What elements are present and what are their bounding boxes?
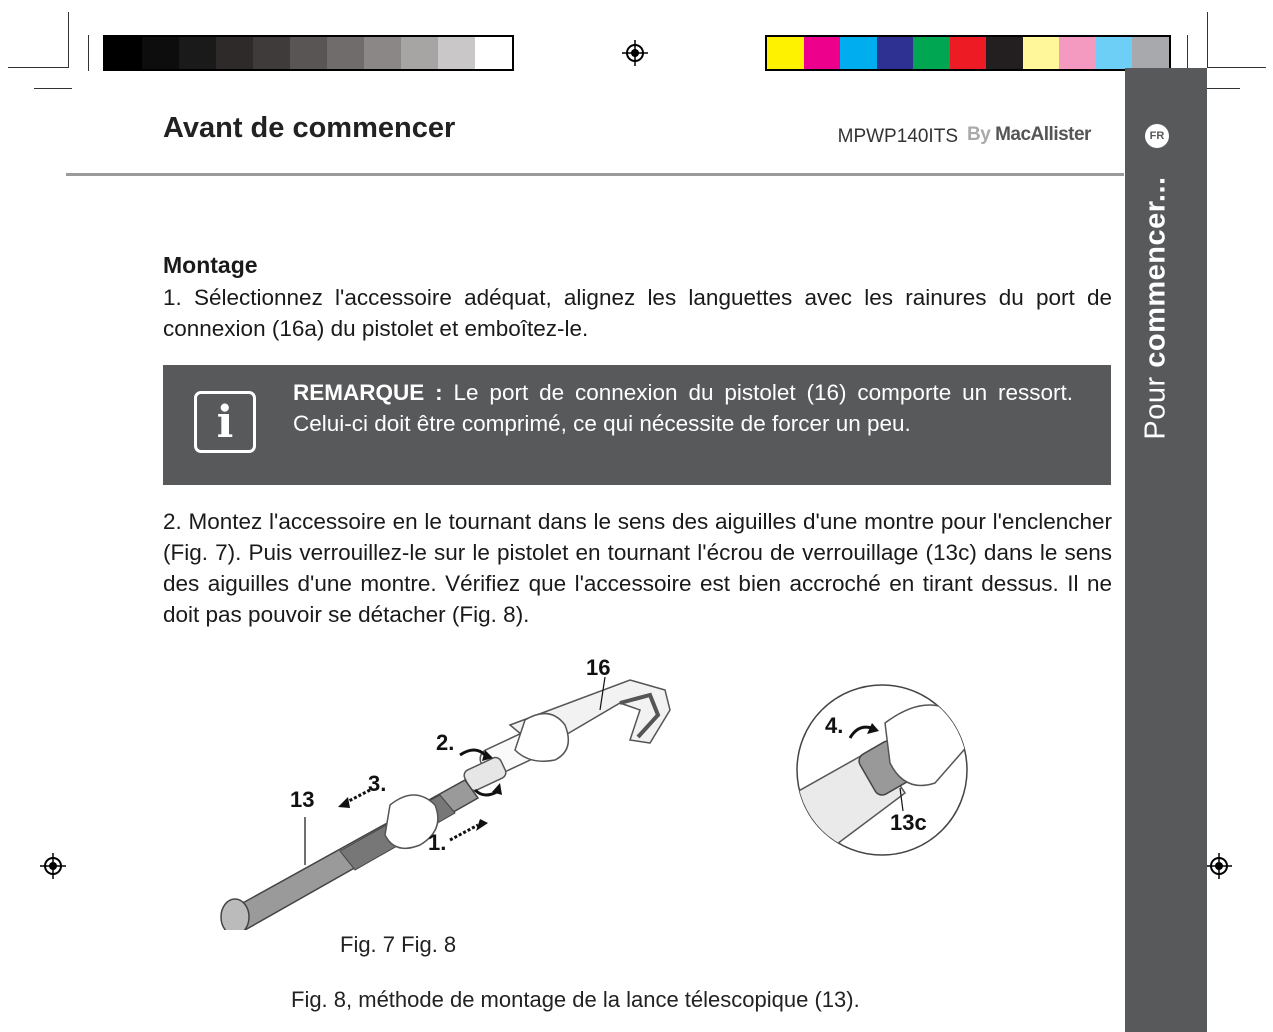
gray-swatch xyxy=(401,37,438,69)
info-icon: i xyxy=(194,391,256,453)
crop-mark xyxy=(88,35,89,71)
gray-swatch xyxy=(179,37,216,69)
color-swatch xyxy=(913,37,950,69)
gray-swatch xyxy=(327,37,364,69)
color-swatch xyxy=(1096,37,1133,69)
note-label: REMARQUE : xyxy=(293,380,443,405)
crop-mark xyxy=(34,88,72,89)
crop-mark xyxy=(1187,35,1188,71)
gray-swatch xyxy=(216,37,253,69)
crop-mark xyxy=(1207,12,1208,68)
side-tab-prefix: Pour xyxy=(1139,367,1172,440)
gray-swatch xyxy=(475,37,512,69)
figure-caption: Fig. 8, méthode de montage de la lance télescopique (13). xyxy=(291,987,860,1012)
callout-4: 4. xyxy=(825,713,844,738)
color-swatch xyxy=(840,37,877,69)
callout-3: 3. xyxy=(368,771,387,796)
callout-13c: 13c xyxy=(890,810,927,835)
figure-labels: Fig. 7 Fig. 8 xyxy=(340,932,457,957)
registration-mark-icon xyxy=(40,853,66,879)
color-swatch xyxy=(767,37,804,69)
side-tab-bold: commencer... xyxy=(1139,176,1172,368)
gray-swatch xyxy=(105,37,142,69)
section-title: Montage xyxy=(163,252,258,278)
color-swatch xyxy=(1023,37,1060,69)
gray-swatch xyxy=(253,37,290,69)
color-swatch xyxy=(804,37,841,69)
brand-by: By xyxy=(967,124,991,145)
brand-name: MacAllister xyxy=(995,124,1091,145)
crop-mark xyxy=(68,12,69,68)
callout-13: 13 xyxy=(290,787,315,812)
gray-swatch xyxy=(142,37,179,69)
color-swatch xyxy=(986,37,1023,69)
gray-swatch xyxy=(290,37,327,69)
color-swatch xyxy=(877,37,914,69)
callout-16: 16 xyxy=(586,655,611,680)
language-badge: FR xyxy=(1145,124,1169,148)
callout-2: 2. xyxy=(436,730,455,755)
color-swatch xyxy=(1059,37,1096,69)
note-body: Le port de connexion du pistolet (16) comporte un ressort. Celui-ci doit être comprimé, ce qui nécessite de forcer un peu. xyxy=(293,380,1074,436)
brand-logo xyxy=(967,124,1091,146)
gray-swatch xyxy=(364,37,401,69)
gray-swatch xyxy=(438,37,475,69)
model-number: MPWP140ITS xyxy=(837,126,958,147)
crop-mark xyxy=(8,67,68,68)
page-title: Avant de commencer xyxy=(163,112,456,144)
step-2-text: 2. Montez l'accessoire en le tournant dans le sens des aiguilles d'une montre pour l'enclencher (Fig. 7). Puis verrouillez-le sur le pistolet en tournant l'écrou de verrouillage (13c) dans le sens des aiguilles d'une montre. Vérifiez que l'accessoire est bien accroché en tirant dessus. Il ne doit pas pouvoir se détacher (Fig. 8). xyxy=(163,509,1112,627)
lock-nut-detail-illustration xyxy=(795,683,970,858)
grayscale-calibration-bar xyxy=(103,35,514,71)
note-box xyxy=(163,365,1111,485)
color-calibration-bar xyxy=(765,35,1171,71)
header-divider xyxy=(66,173,1124,176)
callout-1: 1. xyxy=(428,830,447,855)
note-text xyxy=(293,377,1073,439)
registration-mark-icon xyxy=(1206,853,1232,879)
side-tab-label xyxy=(1140,176,1173,439)
step-1-text: 1. Sélectionnez l'accessoire adéquat, alignez les languettes avec les rainures du port de connexion (16a) du pistolet et emboîtez-le. xyxy=(163,285,1112,341)
crop-mark xyxy=(1208,67,1266,68)
registration-mark-icon xyxy=(622,40,648,66)
color-swatch xyxy=(1132,37,1169,69)
lance-assembly-illustration xyxy=(210,655,680,930)
color-swatch xyxy=(950,37,987,69)
